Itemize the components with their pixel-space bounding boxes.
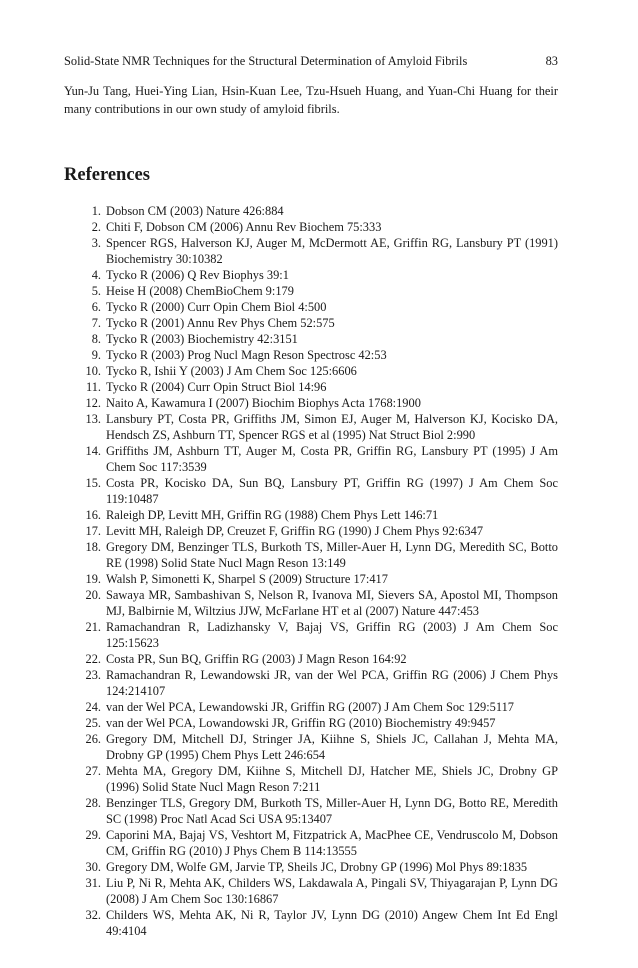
reference-text: Chiti F, Dobson CM (2006) Annu Rev Biochem 75:333 [106,220,382,234]
reference-number: 24. [85,700,101,714]
reference-number: 16. [85,508,101,522]
reference-item [64,571,558,587]
reference-number: 14. [85,444,101,458]
reference-text: van der Wel PCA, Lewandowski JR, Griffin RG (2007) J Am Chem Soc 129:5117 [106,700,514,714]
reference-item [64,315,558,331]
reference-number: 12. [85,396,101,410]
reference-number: 6. [91,300,101,314]
reference-item [64,219,558,235]
reference-number: 17. [85,524,101,538]
reference-text: Heise H (2008) ChemBioChem 9:179 [106,284,294,298]
reference-item [64,907,558,939]
reference-number: 28. [85,796,101,810]
reference-item [64,715,558,731]
reference-item [64,619,558,651]
references-heading: References [64,165,150,185]
reference-number: 32. [85,908,101,922]
running-header [64,53,558,69]
reference-item [64,539,558,571]
reference-item [64,203,558,219]
reference-text: Tycko R (2003) Prog Nucl Magn Reson Spectrosc 42:53 [106,348,387,362]
reference-item [64,507,558,523]
reference-text: Tycko R (2003) Biochemistry 42:3151 [106,332,298,346]
reference-text: Gregory DM, Benzinger TLS, Burkoth TS, Miller-Auer H, Lynn DG, Meredith SC, Botto RE (1998) Solid State Nucl Magn Reson 13:149 [106,540,558,570]
reference-item [64,667,558,699]
reference-number: 8. [91,332,101,346]
reference-number: 15. [85,476,101,490]
reference-text: Gregory DM, Mitchell DJ, Stringer JA, Kiihne S, Shiels JC, Callahan J, Mehta MA, Drobny GP (1995) Chem Phys Lett 246:654 [106,732,558,762]
reference-number: 22. [85,652,101,666]
reference-text: Tycko R (2006) Q Rev Biophys 39:1 [106,268,289,282]
reference-number: 30. [85,860,101,874]
reference-item [64,475,558,507]
reference-item [64,699,558,715]
reference-text: Dobson CM (2003) Nature 426:884 [106,204,284,218]
reference-number: 27. [85,764,101,778]
reference-item [64,523,558,539]
reference-number: 23. [85,668,101,682]
reference-text: Spencer RGS, Halverson KJ, Auger M, McDermott AE, Griffin RG, Lansbury PT (1991) Biochemistry 30:10382 [106,236,558,266]
reference-text: Tycko R, Ishii Y (2003) J Am Chem Soc 125:6606 [106,364,357,378]
reference-number: 25. [85,716,101,730]
reference-item [64,331,558,347]
reference-number: 19. [85,572,101,586]
reference-item [64,395,558,411]
reference-item [64,587,558,619]
references-list [64,203,558,939]
reference-text: Tycko R (2004) Curr Opin Struct Biol 14:96 [106,380,327,394]
reference-item [64,827,558,859]
reference-text: Tycko R (2001) Annu Rev Phys Chem 52:575 [106,316,335,330]
reference-text: Gregory DM, Wolfe GM, Jarvie TP, Sheils JC, Drobny GP (1996) Mol Phys 89:1835 [106,860,528,874]
reference-item [64,411,558,443]
reference-text: Ramachandran R, Ladizhansky V, Bajaj VS, Griffin RG (2003) J Am Chem Soc 125:15623 [106,620,558,650]
reference-number: 10. [85,364,101,378]
reference-item [64,795,558,827]
reference-text: Levitt MH, Raleigh DP, Creuzet F, Griffin RG (1990) J Chem Phys 92:6347 [106,524,484,538]
reference-text: Mehta MA, Gregory DM, Kiihne S, Mitchell DJ, Hatcher ME, Shiels JC, Drobny GP (1996) Solid State Nucl Magn Reson 7:211 [106,764,558,794]
reference-text: Lansbury PT, Costa PR, Griffiths JM, Simon EJ, Auger M, Halverson KJ, Kocisko DA, Hendsch ZS, Ashburn TT, Spencer RGS et al (1995) Nat Struct Biol 2:990 [106,412,558,442]
reference-number: 11. [85,380,101,394]
reference-item [64,363,558,379]
reference-number: 20. [85,588,101,602]
reference-text: Liu P, Ni R, Mehta AK, Childers WS, Lakdawala A, Pingali SV, Thiyagarajan P, Lynn DG (2008) J Am Chem Soc 130:16867 [106,876,558,906]
reference-text: Childers WS, Mehta AK, Ni R, Taylor JV, Lynn DG (2010) Angew Chem Int Ed Engl 49:4104 [106,908,558,938]
reference-text: van der Wel PCA, Lowandowski JR, Griffin RG (2010) Biochemistry 49:9457 [106,716,496,730]
reference-text: Benzinger TLS, Gregory DM, Burkoth TS, Miller-Auer H, Lynn DG, Botto RE, Meredith SC (1998) Proc Natl Acad Sci USA 95:13407 [106,796,558,826]
reference-number: 9. [91,348,101,362]
reference-number: 26. [85,732,101,746]
reference-item [64,235,558,267]
reference-item [64,267,558,283]
reference-item [64,283,558,299]
reference-number: 5. [91,284,101,298]
running-header-title: Solid-State NMR Techniques for the Structural Determination of Amyloid Fibrils [64,54,468,68]
reference-item [64,731,558,763]
reference-item [64,651,558,667]
reference-number: 21. [85,620,101,634]
reference-text: Tycko R (2000) Curr Opin Chem Biol 4:500 [106,300,327,314]
reference-item [64,875,558,907]
reference-number: 2. [91,220,101,234]
reference-item [64,379,558,395]
reference-text: Costa PR, Kocisko DA, Sun BQ, Lansbury PT, Griffin RG (1997) J Am Chem Soc 119:10487 [106,476,558,506]
reference-text: Caporini MA, Bajaj VS, Veshtort M, Fitzpatrick A, MacPhee CE, Vendruscolo M, Dobson CM, Griffin RG (2010) J Phys Chem B 114:13555 [106,828,558,858]
reference-number: 7. [91,316,101,330]
reference-number: 4. [91,268,101,282]
reference-item [64,443,558,475]
reference-item [64,347,558,363]
page-number: 83 [545,54,558,68]
reference-text: Costa PR, Sun BQ, Griffin RG (2003) J Magn Reson 164:92 [106,652,407,666]
reference-text: Walsh P, Simonetti K, Sharpel S (2009) Structure 17:417 [106,572,388,586]
reference-number: 13. [85,412,101,426]
reference-item [64,859,558,875]
reference-item [64,299,558,315]
reference-number: 1. [91,204,101,218]
acknowledgement-paragraph: Yun-Ju Tang, Huei-Ying Lian, Hsin-Kuan Lee, Tzu-Hsueh Huang, and Yuan-Chi Huang for their many contributions in our own study of amyloid fibrils. [64,84,558,116]
reference-item [64,763,558,795]
reference-number: 3. [91,236,101,250]
reference-text: Ramachandran R, Lewandowski JR, van der Wel PCA, Griffin RG (2006) J Chem Phys 124:214107 [106,668,558,698]
reference-number: 29. [85,828,101,842]
reference-number: 18. [85,540,101,554]
reference-text: Naito A, Kawamura I (2007) Biochim Biophys Acta 1768:1900 [106,396,421,410]
reference-text: Griffiths JM, Ashburn TT, Auger M, Costa PR, Griffin RG, Lansbury PT (1995) J Am Chem Soc 117:3539 [106,444,558,474]
reference-text: Sawaya MR, Sambashivan S, Nelson R, Ivanova MI, Sievers SA, Apostol MI, Thompson MJ, Balbirnie M, Wiltzius JJW, McFarlane HT et al (2007) Nature 447:453 [106,588,558,618]
reference-text: Raleigh DP, Levitt MH, Griffin RG (1988) Chem Phys Lett 146:71 [106,508,439,522]
reference-number: 31. [85,876,101,890]
